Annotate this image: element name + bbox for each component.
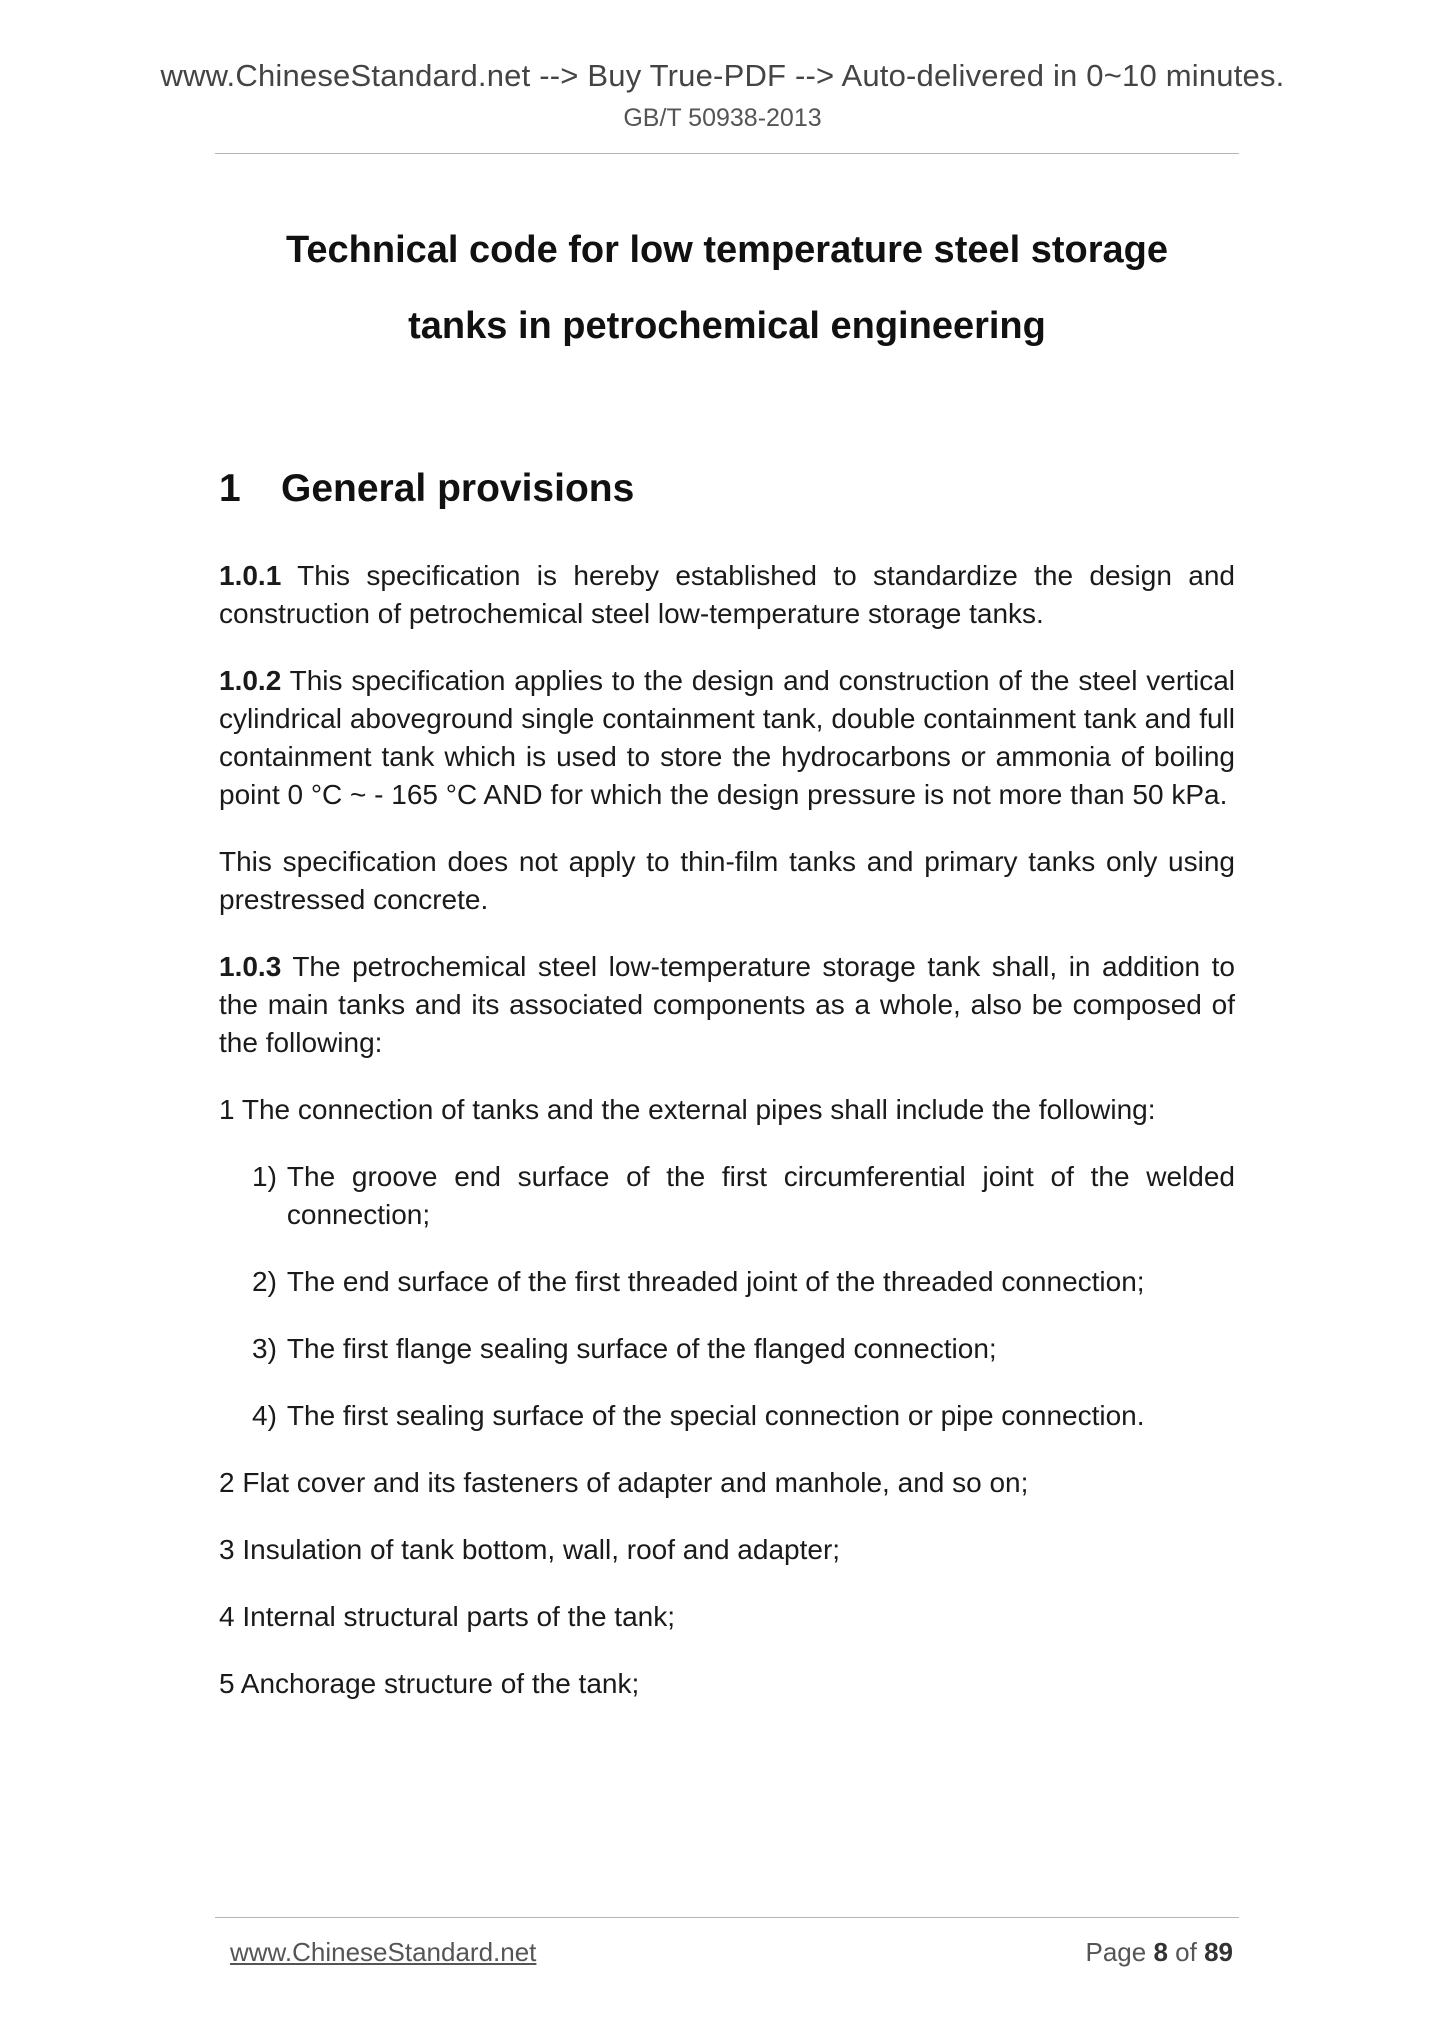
sub-item-4 xyxy=(252,1397,1235,1435)
clause-number: 1.0.3 xyxy=(219,951,282,982)
section-heading xyxy=(219,467,634,511)
page-word: Page xyxy=(1085,1937,1147,1967)
footer-website-link[interactable]: www.ChineseStandard.net xyxy=(230,1937,537,1967)
clause-text: This specification is hereby established to standardize the design and construction of petrochemical steel low-temperature storage tanks. xyxy=(219,560,1235,629)
title-line-2: tanks in petrochemical engineering xyxy=(408,305,1046,347)
section-number: 1 xyxy=(219,467,241,510)
sub-item-text: The first sealing surface of the special connection or pipe connection. xyxy=(286,1400,1145,1431)
clause-1-0-3 xyxy=(219,948,1235,1062)
sub-item-3 xyxy=(252,1330,1235,1368)
sub-item-number: 3) xyxy=(252,1333,277,1364)
clause-1-0-2 xyxy=(219,662,1235,814)
clause-number: 1.0.2 xyxy=(219,665,282,696)
list-item-1: 1 The connection of tanks and the external pipes shall include the following: xyxy=(219,1094,1156,1125)
clause-text: This specification applies to the design and construction of the steel vertical cylindrical aboveground single containment tank, double containment tank and full containment tank which is used to store the hydrocarbons or ammonia of boiling point 0 °C ~ - 165 °C AND for which the design pressure is not more than 50 kPa. xyxy=(219,665,1235,810)
list-item-5: 5 Anchorage structure of the tank; xyxy=(219,1668,640,1699)
page-of: of xyxy=(1175,1937,1197,1967)
sub-item-text: The first flange sealing surface of the flanged connection; xyxy=(286,1333,997,1364)
standard-number: GB/T 50938-2013 xyxy=(623,104,822,132)
document-title xyxy=(215,212,1239,364)
sub-item-text: The end surface of the first threaded joint of the threaded connection; xyxy=(286,1266,1145,1297)
sub-item-number: 4) xyxy=(252,1400,277,1431)
sub-item-number: 1) xyxy=(252,1161,277,1192)
sub-item-number: 2) xyxy=(252,1266,277,1297)
title-line-1: Technical code for low temperature steel storage xyxy=(286,229,1168,271)
list-item-4: 4 Internal structural parts of the tank; xyxy=(219,1601,676,1632)
clause-1-0-2-note: This specification does not apply to thin-film tanks and primary tanks only using prestressed concrete. xyxy=(219,846,1235,915)
sub-item-text: The groove end surface of the first circumferential joint of the welded connection; xyxy=(286,1161,1235,1230)
footer-divider xyxy=(215,1917,1239,1918)
page-total: 89 xyxy=(1204,1937,1233,1967)
page-indicator xyxy=(1085,1937,1233,1968)
clause-number: 1.0.1 xyxy=(219,560,282,591)
section-title: General provisions xyxy=(281,467,635,510)
document-body xyxy=(219,557,1235,1732)
clause-text: The petrochemical steel low-temperature storage tank shall, in addition to the main tanks and its associated components as a whole, also be composed of the following: xyxy=(219,951,1235,1058)
sub-item-1 xyxy=(252,1158,1235,1234)
page-current: 8 xyxy=(1153,1937,1168,1967)
sub-item-2 xyxy=(252,1263,1235,1301)
list-item-3: 3 Insulation of tank bottom, wall, roof and adapter; xyxy=(219,1534,841,1565)
clause-1-0-1 xyxy=(219,557,1235,633)
list-item-2: 2 Flat cover and its fasteners of adapter and manhole, and so on; xyxy=(219,1467,1029,1498)
header-divider xyxy=(215,153,1239,154)
header-banner[interactable]: www.ChineseStandard.net --> Buy True-PDF --> Auto-delivered in 0~10 minutes. xyxy=(160,58,1285,93)
